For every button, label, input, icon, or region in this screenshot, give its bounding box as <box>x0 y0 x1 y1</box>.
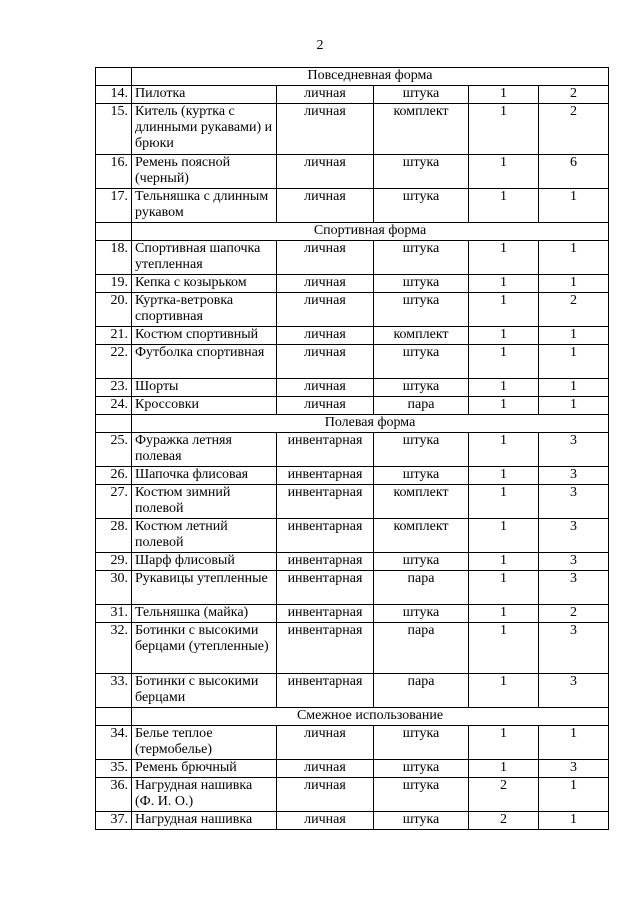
table-row <box>96 86 609 104</box>
item-number: 29. <box>96 553 132 571</box>
item-ownership: личная <box>277 726 374 760</box>
item-quantity: 1 <box>469 623 539 674</box>
section-blank-cell <box>96 708 132 726</box>
item-quantity: 1 <box>469 467 539 485</box>
table-row <box>96 397 609 415</box>
item-unit: штука <box>374 726 469 760</box>
item-term: 2 <box>539 293 609 327</box>
item-number: 14. <box>96 86 132 104</box>
table-row <box>96 726 609 760</box>
item-term: 1 <box>539 241 609 275</box>
item-term: 1 <box>539 345 609 379</box>
item-name: Китель (куртка с длинными рукавами) и брюки <box>132 104 277 155</box>
item-name: Кепка с козырьком <box>132 275 277 293</box>
item-unit: комплект <box>374 485 469 519</box>
section-blank-cell <box>96 415 132 433</box>
item-name: Куртка-ветровка спортивная <box>132 293 277 327</box>
item-ownership: личная <box>277 760 374 778</box>
item-unit: штука <box>374 379 469 397</box>
item-name: Кроссовки <box>132 397 277 415</box>
item-ownership: инвентарная <box>277 553 374 571</box>
item-quantity: 1 <box>469 397 539 415</box>
item-unit: штука <box>374 189 469 223</box>
section-blank-cell <box>96 68 132 86</box>
section-title: Смежное использование <box>132 708 609 726</box>
item-name: Шапочка флисовая <box>132 467 277 485</box>
item-name: Рукавицы утепленные <box>132 571 277 605</box>
item-number: 25. <box>96 433 132 467</box>
item-name: Фуражка летняя полевая <box>132 433 277 467</box>
section-title: Повседневная форма <box>132 68 609 86</box>
table-row <box>96 623 609 674</box>
item-number: 24. <box>96 397 132 415</box>
item-name: Костюм спортивный <box>132 327 277 345</box>
item-name: Шарф флисовый <box>132 553 277 571</box>
item-number: 16. <box>96 155 132 189</box>
item-term: 2 <box>539 104 609 155</box>
table-row <box>96 553 609 571</box>
table-row <box>96 605 609 623</box>
item-ownership: инвентарная <box>277 674 374 708</box>
item-unit: пара <box>374 623 469 674</box>
item-term: 1 <box>539 327 609 345</box>
item-ownership: личная <box>277 104 374 155</box>
item-ownership: личная <box>277 155 374 189</box>
item-term: 6 <box>539 155 609 189</box>
item-ownership: личная <box>277 275 374 293</box>
section-row <box>96 415 609 433</box>
item-term: 1 <box>539 275 609 293</box>
item-ownership: инвентарная <box>277 467 374 485</box>
item-number: 20. <box>96 293 132 327</box>
item-unit: штука <box>374 467 469 485</box>
item-quantity: 1 <box>469 327 539 345</box>
table-row <box>96 519 609 553</box>
item-quantity: 2 <box>469 778 539 812</box>
item-ownership: личная <box>277 241 374 275</box>
item-name: Ремень поясной (черный) <box>132 155 277 189</box>
item-quantity: 1 <box>469 155 539 189</box>
item-unit: штука <box>374 86 469 104</box>
table-row <box>96 571 609 605</box>
item-unit: пара <box>374 397 469 415</box>
item-ownership: личная <box>277 189 374 223</box>
item-quantity: 2 <box>469 812 539 830</box>
item-term: 3 <box>539 519 609 553</box>
item-unit: штука <box>374 812 469 830</box>
item-unit: штука <box>374 293 469 327</box>
table-row <box>96 104 609 155</box>
item-ownership: инвентарная <box>277 485 374 519</box>
item-name: Тельняшка с длинным рукавом <box>132 189 277 223</box>
item-number: 37. <box>96 812 132 830</box>
item-name: Нагрудная нашивка (Ф. И. О.) <box>132 778 277 812</box>
section-blank-cell <box>96 223 132 241</box>
item-unit: штука <box>374 275 469 293</box>
item-term: 3 <box>539 760 609 778</box>
item-term: 2 <box>539 605 609 623</box>
item-name: Белье теплое (термобелье) <box>132 726 277 760</box>
item-unit: штука <box>374 778 469 812</box>
item-term: 1 <box>539 189 609 223</box>
item-number: 35. <box>96 760 132 778</box>
item-term: 3 <box>539 467 609 485</box>
item-quantity: 1 <box>469 726 539 760</box>
item-name: Костюм зимний полевой <box>132 485 277 519</box>
item-number: 19. <box>96 275 132 293</box>
item-term: 1 <box>539 726 609 760</box>
item-term: 3 <box>539 623 609 674</box>
item-unit: штука <box>374 345 469 379</box>
item-term: 3 <box>539 433 609 467</box>
table-row <box>96 345 609 379</box>
item-number: 15. <box>96 104 132 155</box>
item-quantity: 1 <box>469 674 539 708</box>
item-quantity: 1 <box>469 519 539 553</box>
item-unit: штука <box>374 433 469 467</box>
item-quantity: 1 <box>469 189 539 223</box>
table-body <box>96 68 609 830</box>
item-name: Нагрудная нашивка <box>132 812 277 830</box>
table-row <box>96 812 609 830</box>
table-row <box>96 379 609 397</box>
item-unit: комплект <box>374 519 469 553</box>
item-quantity: 1 <box>469 104 539 155</box>
item-quantity: 1 <box>469 241 539 275</box>
item-number: 34. <box>96 726 132 760</box>
item-quantity: 1 <box>469 571 539 605</box>
item-ownership: личная <box>277 327 374 345</box>
uniform-items-table <box>95 67 609 830</box>
item-quantity: 1 <box>469 433 539 467</box>
section-row <box>96 708 609 726</box>
item-ownership: инвентарная <box>277 605 374 623</box>
item-quantity: 1 <box>469 86 539 104</box>
table-row <box>96 293 609 327</box>
item-number: 31. <box>96 605 132 623</box>
item-number: 28. <box>96 519 132 553</box>
item-unit: комплект <box>374 104 469 155</box>
table-row <box>96 467 609 485</box>
item-number: 17. <box>96 189 132 223</box>
item-number: 33. <box>96 674 132 708</box>
table-row <box>96 275 609 293</box>
page-number: 2 <box>316 38 324 53</box>
item-unit: штука <box>374 155 469 189</box>
table-row <box>96 760 609 778</box>
item-number: 30. <box>96 571 132 605</box>
table-row <box>96 778 609 812</box>
item-number: 32. <box>96 623 132 674</box>
item-name: Костюм летний полевой <box>132 519 277 553</box>
item-term: 1 <box>539 778 609 812</box>
item-name: Ремень брючный <box>132 760 277 778</box>
item-term: 1 <box>539 379 609 397</box>
item-number: 23. <box>96 379 132 397</box>
item-quantity: 1 <box>469 485 539 519</box>
item-quantity: 1 <box>469 760 539 778</box>
item-number: 36. <box>96 778 132 812</box>
item-ownership: личная <box>277 345 374 379</box>
item-number: 18. <box>96 241 132 275</box>
item-name: Спортивная шапочка утепленная <box>132 241 277 275</box>
item-quantity: 1 <box>469 345 539 379</box>
section-title: Спортивная форма <box>132 223 609 241</box>
table-row <box>96 485 609 519</box>
item-ownership: личная <box>277 86 374 104</box>
item-unit: штука <box>374 760 469 778</box>
item-quantity: 1 <box>469 605 539 623</box>
item-name: Футболка спортивная <box>132 345 277 379</box>
item-ownership: личная <box>277 778 374 812</box>
item-quantity: 1 <box>469 553 539 571</box>
item-name: Шорты <box>132 379 277 397</box>
item-term: 3 <box>539 571 609 605</box>
item-unit: пара <box>374 674 469 708</box>
table-row <box>96 241 609 275</box>
item-ownership: инвентарная <box>277 433 374 467</box>
item-name: Пилотка <box>132 86 277 104</box>
item-unit: штука <box>374 241 469 275</box>
item-ownership: личная <box>277 812 374 830</box>
item-name: Тельняшка (майка) <box>132 605 277 623</box>
item-ownership: личная <box>277 293 374 327</box>
item-name: Ботинки с высокими берцами (утепленные) <box>132 623 277 674</box>
item-term: 2 <box>539 86 609 104</box>
table-row <box>96 433 609 467</box>
item-quantity: 1 <box>469 379 539 397</box>
item-name: Ботинки с высокими берцами <box>132 674 277 708</box>
item-ownership: инвентарная <box>277 519 374 553</box>
section-row <box>96 68 609 86</box>
item-term: 3 <box>539 674 609 708</box>
section-title: Полевая форма <box>132 415 609 433</box>
item-term: 1 <box>539 397 609 415</box>
item-quantity: 1 <box>469 275 539 293</box>
item-unit: комплект <box>374 327 469 345</box>
item-term: 3 <box>539 485 609 519</box>
table-row <box>96 327 609 345</box>
item-term: 1 <box>539 812 609 830</box>
item-unit: штука <box>374 605 469 623</box>
item-ownership: личная <box>277 379 374 397</box>
item-number: 21. <box>96 327 132 345</box>
item-number: 27. <box>96 485 132 519</box>
table-row <box>96 155 609 189</box>
item-number: 22. <box>96 345 132 379</box>
item-unit: штука <box>374 553 469 571</box>
item-ownership: инвентарная <box>277 571 374 605</box>
section-row <box>96 223 609 241</box>
item-quantity: 1 <box>469 293 539 327</box>
item-ownership: инвентарная <box>277 623 374 674</box>
table-row <box>96 674 609 708</box>
item-unit: пара <box>374 571 469 605</box>
item-term: 3 <box>539 553 609 571</box>
item-ownership: личная <box>277 397 374 415</box>
table-row <box>96 189 609 223</box>
item-number: 26. <box>96 467 132 485</box>
